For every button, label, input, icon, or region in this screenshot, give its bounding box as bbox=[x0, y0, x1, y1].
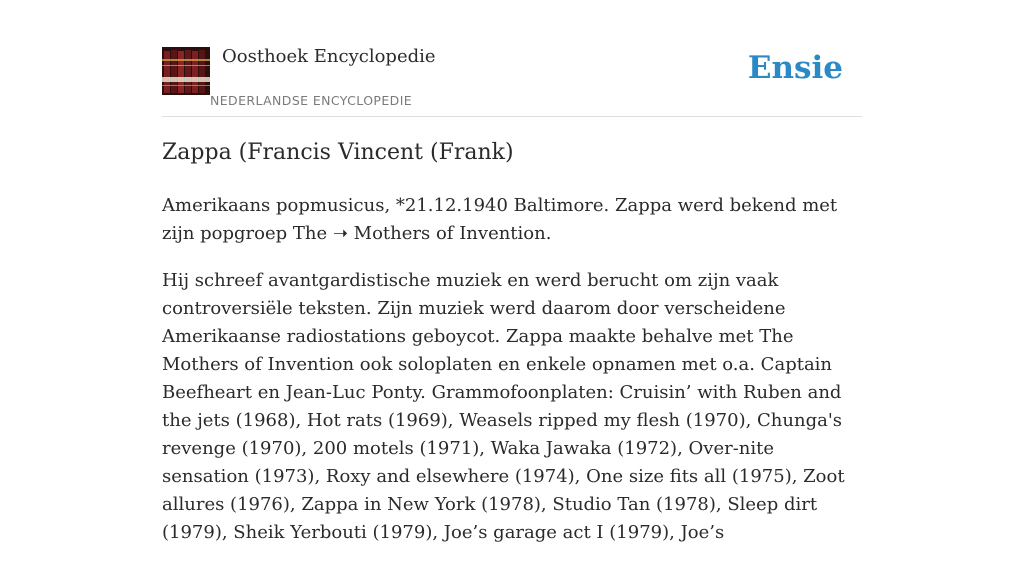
article-title: Zappa (Francis Vincent (Frank) bbox=[162, 140, 514, 165]
article-paragraph: Hij schreef avantgardistische muziek en werd berucht om zijn vaak controversiële teksten. Zijn muziek werd daarom door verscheidene Amerikaanse radiostations geboycot. Zappa maakte behalve met The Mothers of Invention ook soloplaten en enkele opnamen met o.a. Captain Beefheart en Jean-Luc Ponty. Grammofoonplaten: Cruisin’ with Ruben and the jets (1968), Hot rats (1969), Weasels ripped my flesh (1970), Chunga's revenge (1970), 200 motels (1971), Waka Jawaka (1972), Over-nite sensation (1973), Roxy and elsewhere (1974), One size fits all (1975), Zoot allures (1976), Zappa in New York (1978), Studio Tan (1978), Sleep dirt (1979), Sheik Yerbouti (1979), Joe’s garage act I (1979), Joe’s bbox=[162, 270, 845, 543]
source-title[interactable]: Oosthoek Encyclopedie bbox=[222, 46, 436, 67]
article-body bbox=[162, 192, 864, 566]
encyclopedia-books-avatar[interactable] bbox=[162, 47, 210, 95]
ensie-logo-link[interactable]: Ensie bbox=[747, 50, 843, 86]
source-subtitle: NEDERLANDSE ENCYCLOPEDIE bbox=[210, 93, 413, 108]
paragraph-text: . bbox=[545, 223, 552, 244]
mothers-of-invention-link[interactable]: ➝ Mothers of Invention bbox=[332, 223, 546, 244]
book-spines-icon bbox=[162, 47, 210, 95]
site-header bbox=[162, 40, 862, 117]
article-paragraph bbox=[162, 192, 864, 248]
paragraph-text: Amerikaans popmusicus, *21.12.1940 Baltimore. Zappa werd bekend met zijn popgroep The bbox=[162, 195, 838, 244]
